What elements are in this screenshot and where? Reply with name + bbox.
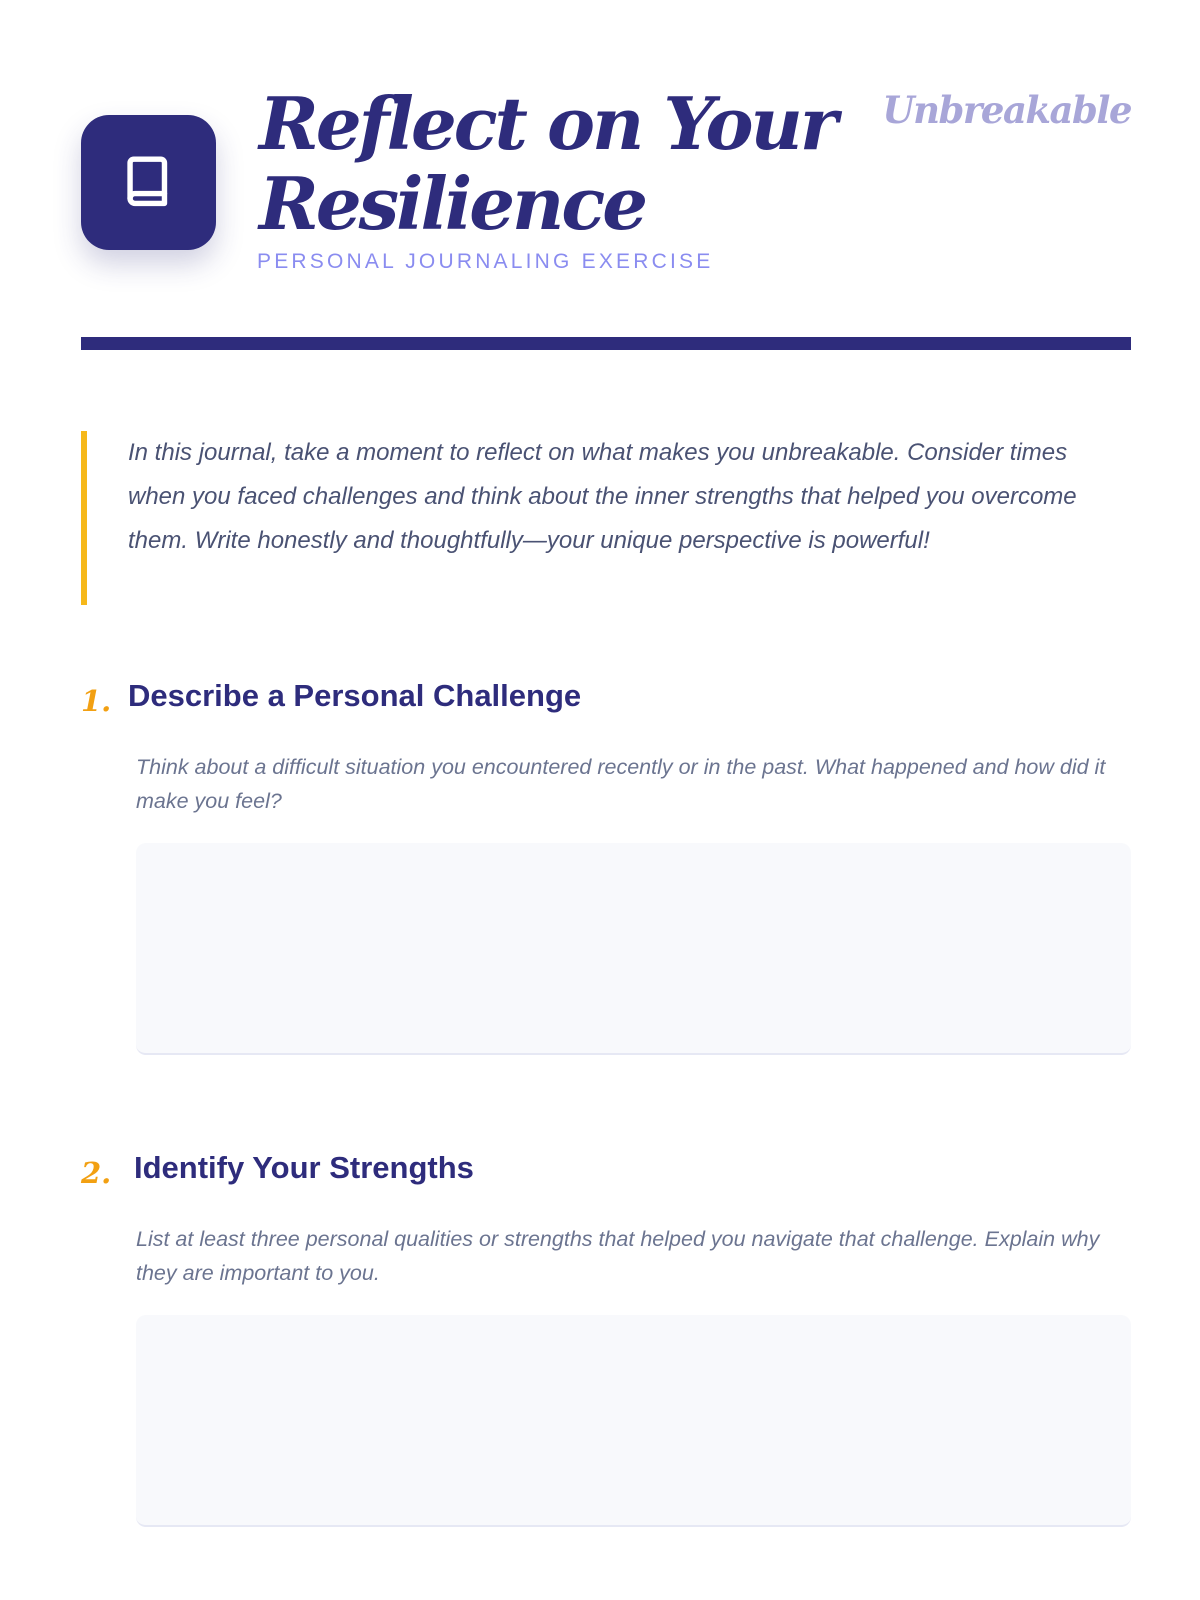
intro-callout	[81, 431, 1131, 605]
brand-word: Unbreakable	[882, 88, 1131, 132]
header-divider	[81, 337, 1131, 350]
header	[81, 81, 1131, 284]
answer-box-1[interactable]	[136, 843, 1131, 1055]
prompt-number: 2.	[81, 1156, 112, 1190]
prompt-title: Identify Your Strengths	[134, 1150, 474, 1185]
journal-page	[81, 0, 1131, 1600]
title-line-1: Reflect on Your	[259, 81, 835, 166]
page-subtitle: PERSONAL JOURNALING EXERCISE	[257, 250, 714, 273]
intro-text: In this journal, take a moment to reflect on what makes you unbreakable. Consider times when you faced challenges and think about the inner strengths that helped you overcome them. Write honestly and thoughtfully—your unique perspective is powerful!	[128, 439, 1077, 554]
book-icon	[119, 153, 178, 212]
prompt-number: 1.	[81, 684, 112, 718]
prompt-title: Describe a Personal Challenge	[128, 678, 582, 713]
page-title	[259, 81, 859, 246]
answer-box-2[interactable]	[136, 1315, 1131, 1527]
title-line-2: Resilience	[259, 161, 646, 246]
logo-tile	[81, 115, 216, 250]
prompt-description: Think about a difficult situation you encountered recently or in the past. What happened and how did it make you feel?	[136, 755, 1106, 813]
prompt-description: List at least three personal qualities or strengths that helped you navigate that challenge. Explain why they are important to you.	[136, 1227, 1100, 1285]
